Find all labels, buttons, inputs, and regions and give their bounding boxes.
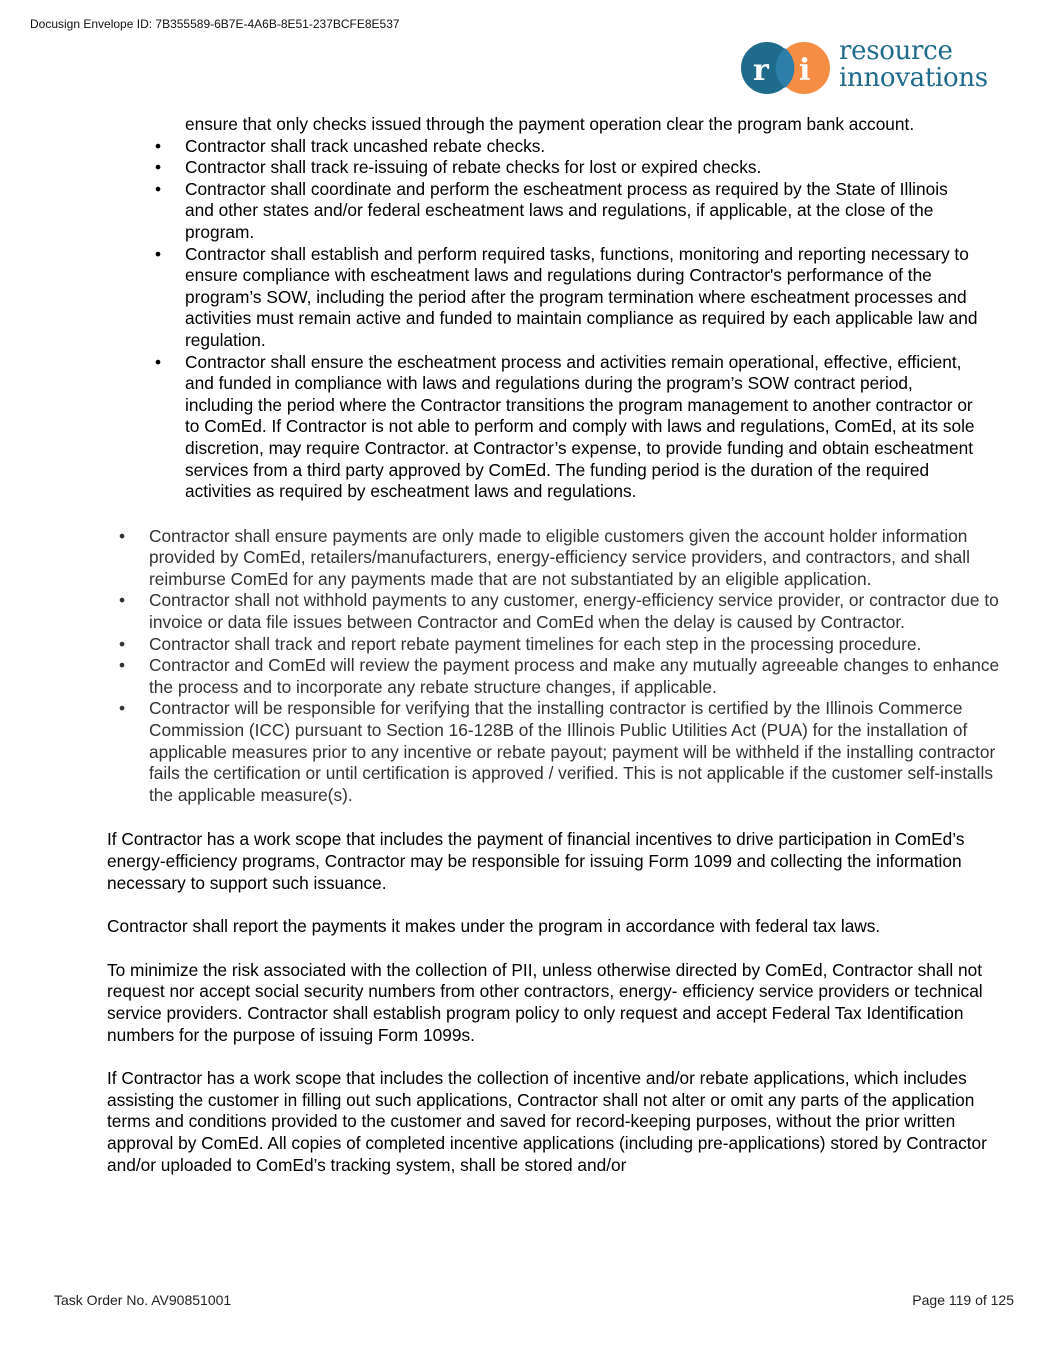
list-item: • Contractor shall ensure the escheatment process and activities remain operational, effective, efficient, and funded in compliance with laws and regulations during the program’s SOW contract period, including the period where the Contractor transitions the program management to another contractor or to ComEd. If Contractor is not able to perform and comply with laws and regulations, ComEd, at its sole discretion, may require Contractor. at Contractor’s expense, to provide funding and obtain escheatment services from a third party approved by ComEd. The funding period is the duration of the required activities as required by escheatment laws and regulations. — [155, 351, 975, 502]
list-item: • Contractor will be responsible for verifying that the installing contractor is certified by the Illinois Commerce Commission (ICC) pursuant to Section 16-128B of the Illinois Public Utilities Act (PUA) for the installation of applicable measures prior to any incentive or rebate payout; payment will be withheld if the installing contractor fails the certification or until certification is approved / verified. This is not applicable if the customer self-installs the applicable measure(s). — [119, 698, 996, 805]
paragraph: To minimize the risk associated with the collection of PII, unless otherwise directed by ComEd, Contractor shall not request nor accept social security numbers from other contractors, energy- efficiency service providers or technical service providers. Contractor shall establish program policy to only request and accept Federal Tax Identification numbers for the purpose of issuing Form 1099s. — [107, 959, 983, 1045]
company-logo — [740, 36, 1010, 96]
list-item: • Contractor and ComEd will review the payment process and make any mutually agreeable changes to enhance the process and to incorporate any rebate structure changes, if applicable. — [119, 655, 1000, 697]
list-item: • Contractor shall coordinate and perform the escheatment process as required by the State of Illinois and other states and/or federal escheatment laws and regulations, if applicable, at the close of the program. — [155, 178, 948, 242]
list-item: • Contractor shall track and report rebate payment timelines for each step in the processing procedure. — [119, 633, 922, 654]
bullet-icon: • — [155, 135, 162, 156]
list-item: • Contractor shall ensure payments are only made to eligible customers given the account holder information provided by ComEd, retailers/manufacturers, energy-efficiency service providers, and contractors, and shall reimburse ComEd for any payments made that are not substantiated by an eligible application. — [119, 525, 970, 589]
list-item: • Contractor shall track re-issuing of rebate checks for lost or expired checks. — [155, 157, 762, 178]
bullet-icon: • — [119, 525, 126, 546]
bullet-icon: • — [155, 157, 162, 178]
bullet-icon: • — [119, 655, 126, 676]
bullet-icon: • — [119, 633, 126, 654]
page-number: Page 119 of 125 — [912, 1292, 1014, 1308]
logo-mark-icon — [740, 40, 836, 96]
logo-line-1: resource — [839, 36, 953, 66]
bullet-icon: • — [155, 178, 162, 199]
envelope-id: Docusign Envelope ID: 7B355589-6B7E-4A6B-8E51-237BCFE8E537 — [30, 17, 400, 31]
logo-line-2: innovations — [839, 63, 988, 93]
sub-bullet-list — [0, 114, 1055, 503]
main-bullet-list — [0, 526, 1055, 807]
list-item: • Contractor shall establish and perform required tasks, functions, monitoring and reporting necessary to ensure compliance with escheatment laws and regulations during Contractor's performance of the program’s SOW, including the period after the program termination where escheatment processes and activities must remain active and funded to maintain compliance as required by each applicable law and regulation. — [155, 243, 978, 350]
bullet-icon: • — [119, 590, 126, 611]
task-order-number: Task Order No. AV90851001 — [54, 1292, 232, 1308]
svg-text:r: r — [753, 53, 769, 88]
paragraph: If Contractor has a work scope that includes the payment of financial incentives to drive participation in ComEd’s energy-efficiency programs, Contractor may be responsible for issuing Form 1099 and collecting the information necessary to support such issuance. — [107, 829, 965, 893]
svg-text:i: i — [799, 53, 811, 88]
continuation-text: ensure that only checks issued through the payment operation clear the program bank account. — [185, 114, 915, 134]
paragraph: If Contractor has a work scope that includes the collection of incentive and/or rebate applications, which includes assisting the customer in filling out such applications, Contractor shall not alter or omit any parts of the application terms and conditions provided to the customer and saved for record-keeping purposes, without the prior written approval by ComEd. All copies of completed incentive applications (including pre-applications) stored by Contractor and/or uploaded to ComEd’s tracking system, shall be stored and/or — [107, 1068, 987, 1175]
list-item: • Contractor shall not withhold payments to any customer, energy-efficiency service provider, or contractor due to invoice or data file issues between Contractor and ComEd when the delay is caused by Contractor. — [119, 590, 999, 633]
list-item: • Contractor shall track uncashed rebate checks. — [155, 135, 546, 156]
paragraph: Contractor shall report the payments it makes under the program in accordance with federal tax laws. — [107, 916, 881, 937]
document-body — [0, 114, 1055, 1198]
bullet-icon: • — [155, 243, 162, 264]
bullet-icon: • — [155, 351, 162, 372]
bullet-icon: • — [119, 698, 126, 719]
